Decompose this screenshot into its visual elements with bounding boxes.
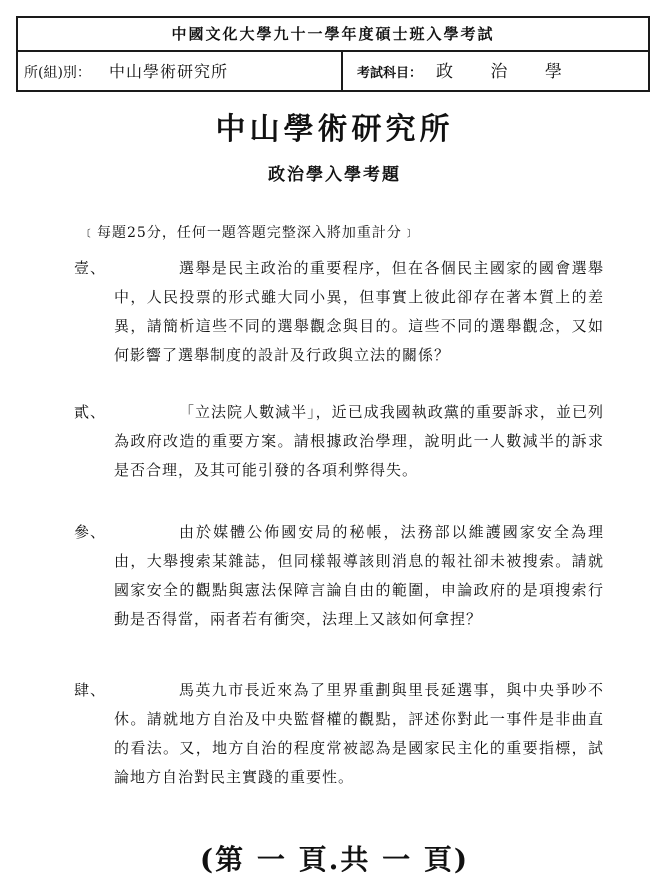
question-text: 「立法院人數減半」，近已成我國執政黨的重要訴求，並已列為政府改造的重要方案。請根據政治學理，說明此一人數減半的訴求是否合理，及其可能引發的各項利弊得失。 [114, 403, 604, 479]
question-number: 參、 [74, 523, 107, 541]
exam-header-box [16, 16, 650, 92]
department-value: 中山學術研究所 [108, 62, 228, 81]
question-text: 馬英九市長近來為了里界重劃與里長延選事，與中央爭吵不休。請就地方自治及中央監督權的觀點，評述你對此一事件是非曲直的看法。又，地方自治的程度常被認為是國家民主化的重要指標，試論地方自治對民主實踐的重要性。 [114, 681, 604, 786]
subject-label: 考試科目： [357, 66, 423, 81]
question-number: 貳、 [74, 403, 107, 421]
subject-value: 政 治 學 [436, 62, 578, 82]
question-number: 肆、 [74, 681, 107, 699]
scoring-instruction: ﹝每題25分，任何一題答題完整深入將加重計分﹞ [82, 225, 417, 241]
question-4 [74, 676, 604, 792]
question-text: 選舉是民主政治的重要程序，但在各個民主國家的國會選舉中，人民投票的形式雖大同小異，但事實上彼此卻存在著本質上的差異，請簡析這些不同的選舉觀念與目的。這些不同的選舉觀念，又如何影響了選舉制度的設計及行政與立法的關係？ [114, 259, 604, 364]
question-3 [74, 518, 604, 634]
question-number: 壹、 [74, 259, 107, 277]
question-2 [74, 398, 604, 485]
department-label: 所(組)別： [24, 65, 91, 81]
subject-cell [343, 52, 652, 92]
question-text: 由於媒體公佈國安局的秘帳，法務部以維護國家安全為理由，大舉搜索某雜誌，但同樣報導該則消息的報社卻未被搜索。請就國家安全的觀點與憲法保障言論自由的範圍，申論政府的是項搜索行動是否得當，兩者若有衝突，法理上又該如何拿捏？ [114, 523, 604, 628]
exam-header-row [18, 52, 648, 92]
document-title: 中山學術研究所 [215, 112, 454, 147]
document-subtitle: 政治學入學考題 [268, 165, 401, 185]
question-1 [74, 254, 604, 370]
department-cell [18, 52, 343, 92]
page-number-footer: (第 一 頁.共 一 頁) [199, 843, 470, 876]
exam-header-title: 中國文化大學九十一學年度碩士班入學考試 [18, 18, 648, 52]
